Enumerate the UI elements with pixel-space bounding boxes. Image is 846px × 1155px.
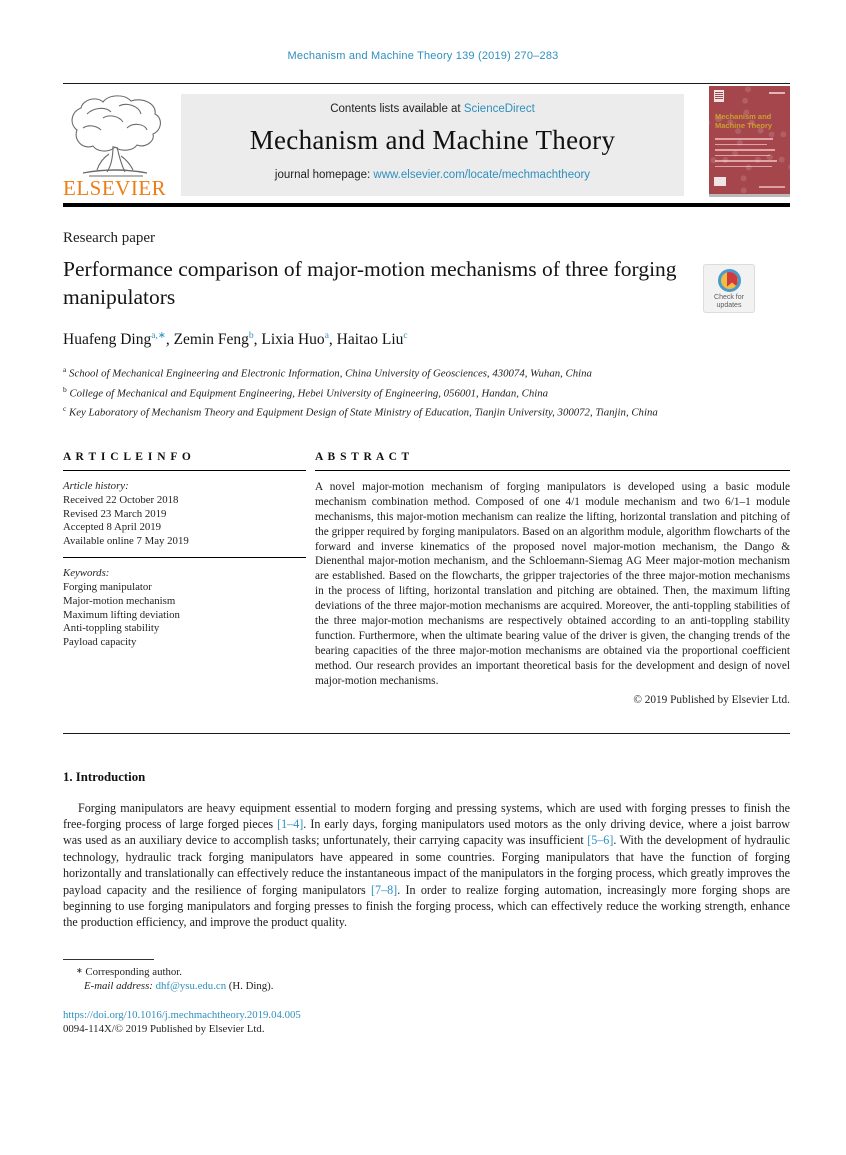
doi-line [63,1009,790,1021]
abstract-text: A novel major-motion mechanism of forging manipulators is developed using a basic module mechanism combination method. Composed of one 4/1 module mechanism and two 6/1–1 module mechanisms, this major-motion mechanism can realize the lifting, horizontal translation and pitching of the gripper required by forging manipulators. Based on an algorithm module, algorithm flowcharts of the forward and inverse kinematics of the proposed novel major-motion mechanism, the Dango & Dienenthal major-motion mechanism, and the Schloemann-Siemag AG Meer major-motion mechanism are established. Based on the flowcharts, the gripper trajectories of the three major-motion mechanisms in the process of lifting, horizontal translation and pitching are obtained. Then, the maximum lifting deviations of the three major-motion mechanisms are acquired. Moreover, the anti-toppling stabilities of the three major-motion mechanisms are respectively obtained according to an anti-toppling stability function. Furthermore, when the ultimate bearing value of the driver is given, the changing trends of the bearing capacities of the three major-motion mechanisms are obtained via the proportional coefficient method. Our research provides an important theoretical basis for the development and design of novel major-motion mechanisms. [315,480,790,687]
running-head [0,0,846,62]
article-history-label: Article history: [63,479,129,492]
author: Zemin Feng$^b$, [173,331,262,349]
cover-text-lines [715,138,777,171]
author-name: Lixia Huo [261,331,325,349]
cover-issue-line [769,92,785,94]
doi-link[interactable]: https://doi.org/10.1016/j.mechmachtheory.2019.04.005 [63,1008,301,1021]
introduction-section [63,770,790,931]
author [337,331,408,348]
affiliation-sup: a [63,365,67,375]
section-divider-rule [63,733,790,734]
author-name: Zemin Feng [173,331,249,349]
history-item: Available online 7 May 2019 [63,534,189,547]
author: Huafeng Ding$^{a,∗}$, [63,331,174,349]
corresponding-author-note: ∗ Corresponding author. [76,965,182,978]
cover-journal-title: Mechanism and Machine Theory [715,112,773,130]
abstract-copyright: © 2019 Published by Elsevier Ltd. [633,693,790,706]
contents-line [181,103,684,115]
history-item: Accepted 8 April 2019 [63,521,162,534]
email-note [63,980,790,992]
homepage-prefix: journal homepage: [274,169,374,181]
history-item: Revised 23 March 2019 [63,507,167,520]
homepage-line [181,169,684,181]
author: Lixia Huo$^a$, [261,331,337,349]
citation-ref-link[interactable]: [5–6] [587,833,614,848]
keyword-item: Maximum lifting deviation [63,608,180,621]
affiliation [63,382,790,402]
history-item: Received 22 October 2018 [63,493,179,506]
affiliation-list [63,362,790,421]
cover-volume-line [759,186,785,188]
header-gap [684,84,709,196]
keyword-item: Major-motion mechanism [63,594,176,607]
journal-cover-thumbnail[interactable] [709,86,790,197]
affiliation-sup: b [63,384,67,394]
affiliation [63,362,790,382]
email-link[interactable]: dhf@ysu.edu.cn [155,979,227,992]
check-for-updates-label: Check for updates [714,294,744,309]
crossmark-icon [718,269,741,292]
running-head-citation-link[interactable]: Mechanism and Machine Theory 139 (2019) 270–283 [287,50,559,62]
journal-homepage-link[interactable]: www.elsevier.com/locate/mechmachtheory [373,169,591,181]
journal-title: Mechanism and Machine Theory [249,125,616,155]
author-affiliation-sup[interactable]: b [248,331,254,341]
email-suffix: (H. Ding). [226,979,274,992]
author-list [63,330,790,349]
citation-ref-link[interactable]: [7–8] [370,882,398,897]
abstract-column [315,451,790,706]
header-bottom-rule [63,203,790,207]
footnote-star: ∗ [76,965,83,975]
footnote-area [63,959,790,1035]
journal-header-band [63,84,790,200]
cover-footer-mark [714,177,726,186]
elsevier-logo[interactable] [63,84,181,200]
author-affiliation-sup[interactable]: c [403,331,408,341]
issn-copyright-line: 0094-114X/© 2019 Published by Elsevier Ltd. [63,1022,265,1035]
contents-prefix: Contents lists available at [330,103,464,115]
affiliation-text: College of Mechanical and Equipment Engineering, Hebei University of Engineering, 056001, Handan, China [66,387,549,400]
article-history-block [63,480,306,558]
author-name: Haitao Liu [336,331,404,349]
keyword-item: Anti-toppling stability [63,622,160,635]
author-affiliation-sup[interactable]: a [324,331,329,341]
keywords-label: Keywords: [63,567,110,580]
author-affiliation-sup[interactable]: a,∗ [151,331,166,341]
email-label: E-mail address: [84,979,156,992]
affiliation-sup: c [63,404,67,414]
footnote-rule [63,959,154,960]
introduction-heading: 1. Introduction [63,769,146,784]
cover-publisher-mark [714,90,724,102]
paper-title: Performance comparison of major-motion mechanisms of three forging manipulators [63,257,677,309]
citation-ref-link[interactable]: [1–4] [277,817,304,832]
introduction-paragraph: Forging manipulators are heavy equipment essential to modern forging and pressing systems, which are used with forging presses to finish the free-forging process of large forged pieces [1–4]. In early days, forging manipulators used motors as the only driving device, where a joist barrow was used as an auxiliary device to accomplish tasks; unfortunately, their carrying capacity was insufficient [5–6]. With the development of hydraulic technology, hydraulic track forging manipulators have appeared in some countries. Forging manipulators that have the function of forging horizontally and translationally can effectively reduce the instantaneous impact of the manipulators in the forging process, which greatly improves the payload capacity and the resilience of forging manipulators [7–8]. In order to realize forging automation, increasingly more forging shops are beginning to use forging manipulators and forging presses to finish the forging process, which can effectively reduce the working strength, enhance the production efficiency, and improve the product quality. [63,800,790,930]
article-info-column [63,451,306,706]
article-info-heading: A R T I C L E I N F O [63,451,306,471]
abstract-heading: A B S T R A C T [315,451,790,471]
affiliation-text: School of Mechanical Engineering and Electronic Information, China University of Geosciences, 430074, Wuhan, China [66,367,592,380]
elsevier-wordmark: ELSEVIER [63,176,167,200]
journal-masthead-box [181,94,684,196]
affiliation-text: Key Laboratory of Mechanism Theory and Equipment Design of State Ministry of Education, Tianjin University, 300072, Tianjin, China [66,406,658,419]
keyword-item: Forging manipulator [63,581,152,594]
check-for-updates-badge[interactable] [703,264,755,313]
sciencedirect-link[interactable]: ScienceDirect [463,103,535,115]
article-type-label: Research paper [63,230,156,246]
keywords-list [63,581,306,649]
author-name: Huafeng Ding [63,331,152,349]
affiliation [63,401,790,421]
keyword-item: Payload capacity [63,635,137,648]
article-history-list [63,494,306,548]
elsevier-tree-icon [63,94,167,178]
